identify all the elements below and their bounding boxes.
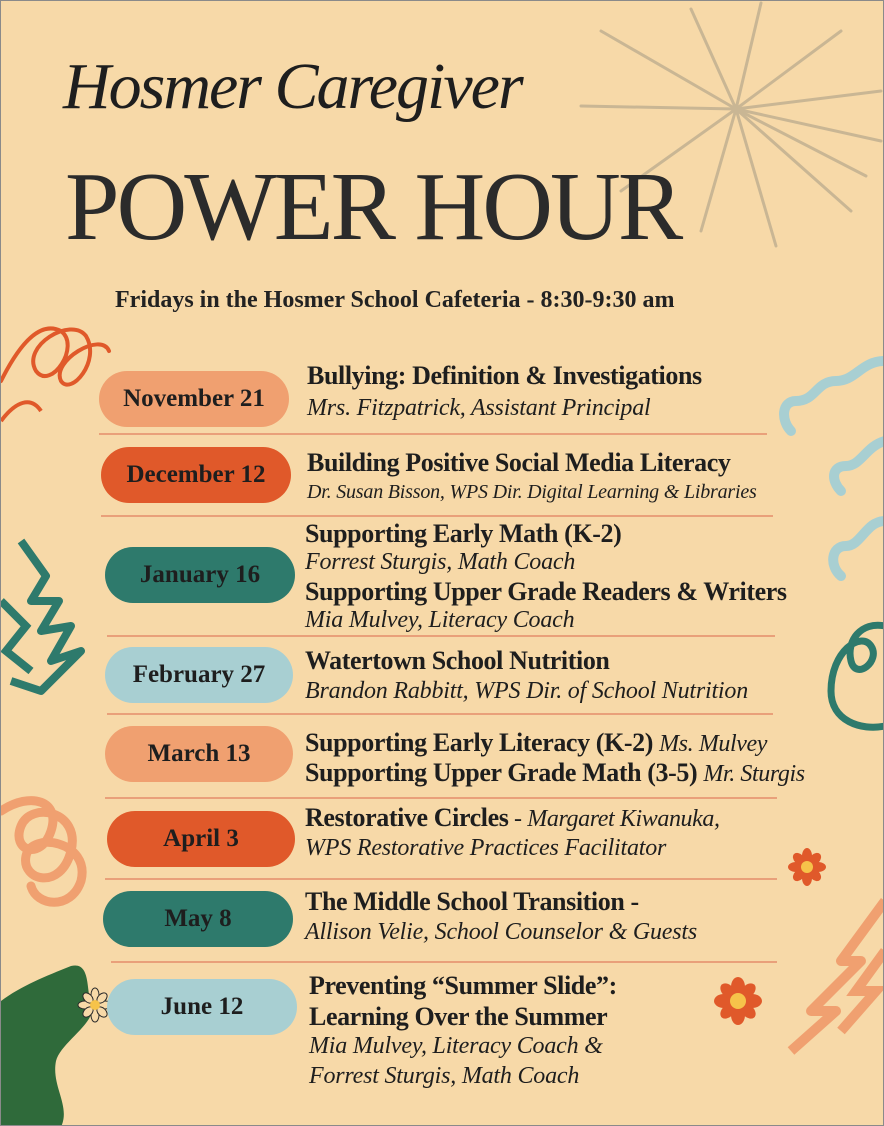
session-topic [305,728,767,758]
date-pill: June 12 [107,979,297,1035]
session-topic: The Middle School Transition - [305,887,639,916]
date-pill: February 27 [105,647,293,703]
date-pill: January 16 [105,547,295,603]
date-pill: April 3 [107,811,295,867]
session-topic-label: Restorative Circles [305,803,509,832]
date-pill: November 21 [99,371,289,427]
script-title: Hosmer Caregiver [63,50,522,123]
divider [105,797,777,799]
separator: - [508,806,528,832]
session-topic-label-2: Supporting Upper Grade Math (3-5) [305,758,698,787]
session-topic-2: Supporting Upper Grade Readers & Writers [305,577,787,606]
session-topic-label: Supporting Early Literacy (K-2) [305,728,653,757]
divider [111,961,777,963]
divider [107,713,773,715]
date-pill: March 13 [105,726,293,782]
salmon-scribble-decoration [1,801,82,903]
orange-loop-decoration [1,328,109,384]
session-presenter: Forrest Sturgis, Math Coach [305,549,576,575]
session-topic: Bullying: Definition & Investigations [307,361,702,390]
session-topic-2 [305,758,805,788]
date-pill: December 12 [101,447,291,503]
page-title: POWER HOUR [65,153,681,261]
green-hill-decoration [1,965,93,1126]
divider [107,635,775,637]
blue-squiggle-decoration [784,361,884,431]
session-topic: Building Positive Social Media Literacy [307,448,731,477]
session-presenter: Mrs. Fitzpatrick, Assistant Principal [307,395,651,421]
date-pill: May 8 [103,891,293,947]
session-topic [305,803,720,833]
session-presenter-2: Mr. Sturgis [703,761,805,787]
session-topic: Watertown School Nutrition [305,646,610,675]
session-presenter: Brandon Rabbitt, WPS Dir. of School Nutrition [305,678,749,704]
session-presenter-2: WPS Restorative Practices Facilitator [305,835,667,861]
session-topic-2: Learning Over the Summer [309,1002,608,1031]
session-presenter: Ms. Mulvey [659,731,768,757]
flower-icon [714,977,762,1025]
session-presenter: Allison Velie, School Counselor & Guests [305,919,697,945]
divider [101,515,773,517]
session-topic: Preventing “Summer Slide”: [309,971,617,1000]
session-topic: Supporting Early Math (K-2) [305,519,622,548]
session-presenter-2: Forrest Sturgis, Math Coach [309,1063,580,1089]
session-presenter: Margaret Kiwanuka, [527,806,720,832]
divider [105,878,777,880]
divider [99,433,767,435]
subtitle: Fridays in the Hosmer School Cafeteria - 8:30-9:30 am [115,287,675,313]
session-presenter-2: Mia Mulvey, Literacy Coach [305,607,575,633]
teal-loop-decoration [831,625,884,727]
session-presenter: Mia Mulvey, Literacy Coach & [309,1033,603,1059]
session-presenter: Dr. Susan Bisson, WPS Dir. Digital Learning & Libraries [307,481,757,503]
flower-icon [788,848,826,886]
